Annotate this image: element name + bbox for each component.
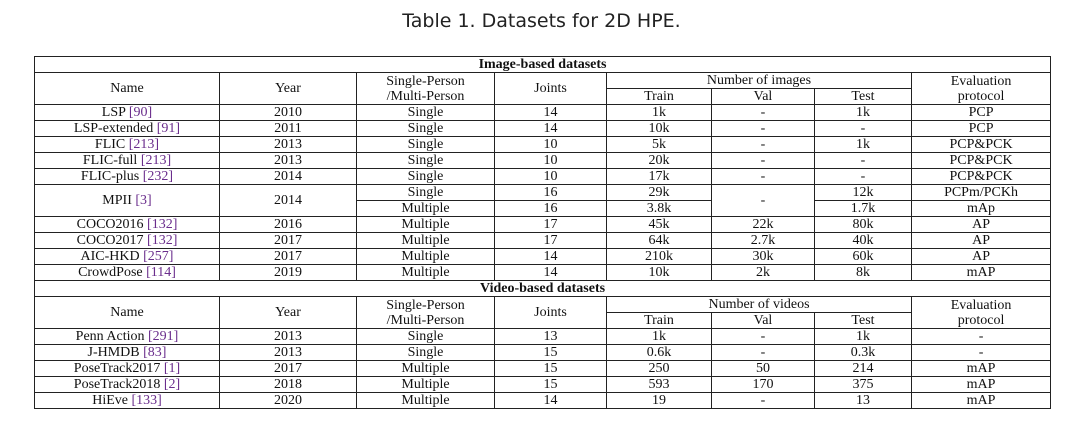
section-title: Video-based datasets (35, 281, 1051, 297)
cell-train: 17k (607, 169, 712, 185)
cell-year: 2017 (220, 361, 357, 377)
cell-val: - (712, 153, 815, 169)
cell-joints: 15 (495, 345, 607, 361)
cell-eval: PCPm/PCKh (912, 185, 1051, 201)
header-person: Single-Person /Multi-Person (357, 297, 495, 329)
table-row (35, 105, 1051, 121)
cell-test: 214 (815, 361, 912, 377)
dataset-name: PoseTrack2018 (73, 377, 161, 392)
cell-val: - (712, 185, 815, 217)
cell-train: 45k (607, 217, 712, 233)
cell-train: 10k (607, 265, 712, 281)
cell-train: 10k (607, 121, 712, 137)
table-row (35, 361, 1051, 377)
dataset-name: PoseTrack2017 (73, 361, 161, 376)
cell-eval: mAP (912, 377, 1051, 393)
cell-year: 2019 (220, 265, 357, 281)
cell-year: 2013 (220, 137, 357, 153)
cell-name (35, 377, 220, 393)
cell-year: 2020 (220, 393, 357, 409)
citation-link[interactable]: [133] (131, 393, 162, 408)
citation-link[interactable]: [213] (140, 153, 172, 168)
cell-name (35, 249, 220, 265)
cell-person: Multiple (357, 377, 495, 393)
table-row (35, 185, 1051, 201)
dataset-name: AIC-HKD (80, 249, 140, 264)
header-test: Test (815, 313, 912, 329)
datasets-table (34, 56, 1051, 409)
cell-joints: 13 (495, 329, 607, 345)
cell-name (35, 345, 220, 361)
cell-name: MPII [3] (35, 185, 220, 217)
cell-val: 30k (712, 249, 815, 265)
cell-person: Multiple (357, 217, 495, 233)
cell-val: 2.7k (712, 233, 815, 249)
cell-train: 593 (607, 377, 712, 393)
cell-test: - (815, 153, 912, 169)
cell-joints: 14 (495, 265, 607, 281)
cell-eval: PCP (912, 121, 1051, 137)
cell-person: Single (357, 137, 495, 153)
cell-name (35, 329, 220, 345)
cell-year: 2013 (220, 153, 357, 169)
header-eval: Evaluation protocol (912, 73, 1051, 105)
cell-name (35, 169, 220, 185)
cell-person: Multiple (357, 233, 495, 249)
cell-val: 22k (712, 217, 815, 233)
cell-joints: 17 (495, 233, 607, 249)
cell-year: 2013 (220, 329, 357, 345)
dataset-name: LSP-extended (73, 121, 154, 136)
table-row (35, 137, 1051, 153)
citation-link[interactable]: [114] (146, 265, 176, 280)
citation-link[interactable]: [132] (147, 217, 178, 232)
cell-name (35, 137, 220, 153)
cell-train: 250 (607, 361, 712, 377)
cell-joints: 16 (495, 201, 607, 217)
table-row (35, 249, 1051, 265)
cell-eval: mAP (912, 265, 1051, 281)
dataset-name: FLIC (94, 137, 126, 152)
cell-val: 50 (712, 361, 815, 377)
table-row (35, 121, 1051, 137)
cell-train: 64k (607, 233, 712, 249)
dataset-name: FLIC-full (82, 153, 138, 168)
cell-eval: PCP&PCK (912, 153, 1051, 169)
citation-link[interactable]: [2] (163, 377, 181, 392)
dataset-name: LSP (101, 105, 126, 120)
citation-link[interactable]: [213] (128, 137, 160, 152)
cell-joints: 14 (495, 249, 607, 265)
cell-name (35, 393, 220, 409)
cell-name (35, 105, 220, 121)
cell-eval: mAP (912, 361, 1051, 377)
table-row (35, 393, 1051, 409)
cell-joints: 16 (495, 185, 607, 201)
table-row (35, 377, 1051, 393)
cell-val: - (712, 169, 815, 185)
cell-year: 2017 (220, 249, 357, 265)
cell-test: 13 (815, 393, 912, 409)
cell-test: 0.3k (815, 345, 912, 361)
cell-joints: 14 (495, 393, 607, 409)
cell-person: Single (357, 105, 495, 121)
cell-joints: 10 (495, 153, 607, 169)
cell-joints: 10 (495, 169, 607, 185)
cell-train: 19 (607, 393, 712, 409)
cell-person: Single (357, 153, 495, 169)
cell-name (35, 361, 220, 377)
dataset-name: COCO2016 (76, 217, 144, 232)
dataset-name: HiEve (92, 393, 128, 408)
header-joints: Joints (495, 73, 607, 105)
header-train: Train (607, 313, 712, 329)
cell-test: 12k (815, 185, 912, 201)
cell-test: 60k (815, 249, 912, 265)
table-row (35, 153, 1051, 169)
column-header-row (35, 297, 1051, 313)
cell-train: 210k (607, 249, 712, 265)
cell-person: Single (357, 169, 495, 185)
header-name: Name (35, 73, 220, 105)
cell-train: 1k (607, 329, 712, 345)
table-row (35, 329, 1051, 345)
cell-test: 40k (815, 233, 912, 249)
cell-val: 170 (712, 377, 815, 393)
section-header-video (35, 281, 1051, 297)
cell-name (35, 153, 220, 169)
cell-val: - (712, 329, 815, 345)
section-header-image (35, 57, 1051, 73)
cell-eval: mAp (912, 201, 1051, 217)
cell-eval: PCP&PCK (912, 169, 1051, 185)
cell-test: 80k (815, 217, 912, 233)
cell-year: 2014 (220, 185, 357, 217)
cell-eval: AP (912, 249, 1051, 265)
cell-eval: AP (912, 217, 1051, 233)
cell-name (35, 121, 220, 137)
cell-year: 2016 (220, 217, 357, 233)
citation-link[interactable]: [291] (148, 329, 179, 344)
cell-year: 2017 (220, 233, 357, 249)
header-val: Val (712, 89, 815, 105)
header-eval: Evaluation protocol (912, 297, 1051, 329)
cell-person: Single (357, 185, 495, 201)
cell-test: - (815, 121, 912, 137)
cell-person: Single (357, 121, 495, 137)
table-row (35, 233, 1051, 249)
cell-year: 2011 (220, 121, 357, 137)
header-val: Val (712, 313, 815, 329)
dataset-name: CrowdPose (78, 265, 143, 280)
citation-link[interactable]: [83] (143, 345, 167, 360)
cell-person: Multiple (357, 249, 495, 265)
table-row (35, 345, 1051, 361)
cell-joints: 14 (495, 121, 607, 137)
citation-link[interactable]: [232] (142, 169, 174, 184)
cell-train: 5k (607, 137, 712, 153)
cell-eval: - (912, 329, 1051, 345)
citation-link[interactable]: [91] (156, 121, 181, 136)
cell-eval: PCP (912, 105, 1051, 121)
header-person: Single-Person /Multi-Person (357, 73, 495, 105)
column-header-row (35, 73, 1051, 89)
header-year: Year (220, 297, 357, 329)
cell-val: - (712, 345, 815, 361)
cell-person: Multiple (357, 265, 495, 281)
cell-name (35, 265, 220, 281)
header-year: Year (220, 73, 357, 105)
cell-person: Single (357, 329, 495, 345)
table-row (35, 169, 1051, 185)
cell-test: 1k (815, 105, 912, 121)
cell-joints: 17 (495, 217, 607, 233)
cell-year: 2010 (220, 105, 357, 121)
header-name: Name (35, 297, 220, 329)
cell-joints: 14 (495, 105, 607, 121)
header-joints: Joints (495, 297, 607, 329)
cell-val: - (712, 137, 815, 153)
cell-name (35, 217, 220, 233)
section-title: Image-based datasets (35, 57, 1051, 73)
cell-name (35, 233, 220, 249)
dataset-name: COCO2017 (76, 233, 144, 248)
cell-test: 375 (815, 377, 912, 393)
cell-train: 3.8k (607, 201, 712, 217)
cell-eval: AP (912, 233, 1051, 249)
cell-year: 2013 (220, 345, 357, 361)
cell-joints: 15 (495, 377, 607, 393)
cell-person: Multiple (357, 201, 495, 217)
cell-eval: mAP (912, 393, 1051, 409)
cell-eval: - (912, 345, 1051, 361)
cell-person: Multiple (357, 393, 495, 409)
citation-link[interactable]: [3] (135, 193, 152, 208)
cell-train: 20k (607, 153, 712, 169)
header-count: Number of images (607, 73, 912, 89)
dataset-name: J-HMDB (87, 345, 140, 360)
citation-link[interactable]: [257] (143, 249, 174, 264)
table-row (35, 265, 1051, 281)
dataset-name: Penn Action (75, 329, 145, 344)
cell-train: 29k (607, 185, 712, 201)
cell-person: Multiple (357, 361, 495, 377)
cell-joints: 10 (495, 137, 607, 153)
cell-test: - (815, 169, 912, 185)
header-train: Train (607, 89, 712, 105)
citation-link[interactable]: [1] (163, 361, 181, 376)
citation-link[interactable]: [90] (128, 105, 153, 120)
cell-train: 1k (607, 105, 712, 121)
cell-joints: 15 (495, 361, 607, 377)
cell-year: 2014 (220, 169, 357, 185)
cell-year: 2018 (220, 377, 357, 393)
cell-train: 0.6k (607, 345, 712, 361)
header-test: Test (815, 89, 912, 105)
cell-test: 1k (815, 329, 912, 345)
cell-eval: PCP&PCK (912, 137, 1051, 153)
header-count: Number of videos (607, 297, 912, 313)
table-caption: Table 1. Datasets for 2D HPE. (402, 10, 681, 32)
cell-val: - (712, 105, 815, 121)
cell-val: 2k (712, 265, 815, 281)
dataset-name: FLIC-plus (80, 169, 140, 184)
cell-test: 1k (815, 137, 912, 153)
cell-person: Single (357, 345, 495, 361)
cell-val: - (712, 393, 815, 409)
cell-test: 8k (815, 265, 912, 281)
citation-link[interactable]: [132] (147, 233, 178, 248)
table-row (35, 217, 1051, 233)
cell-val: - (712, 121, 815, 137)
cell-test: 1.7k (815, 201, 912, 217)
